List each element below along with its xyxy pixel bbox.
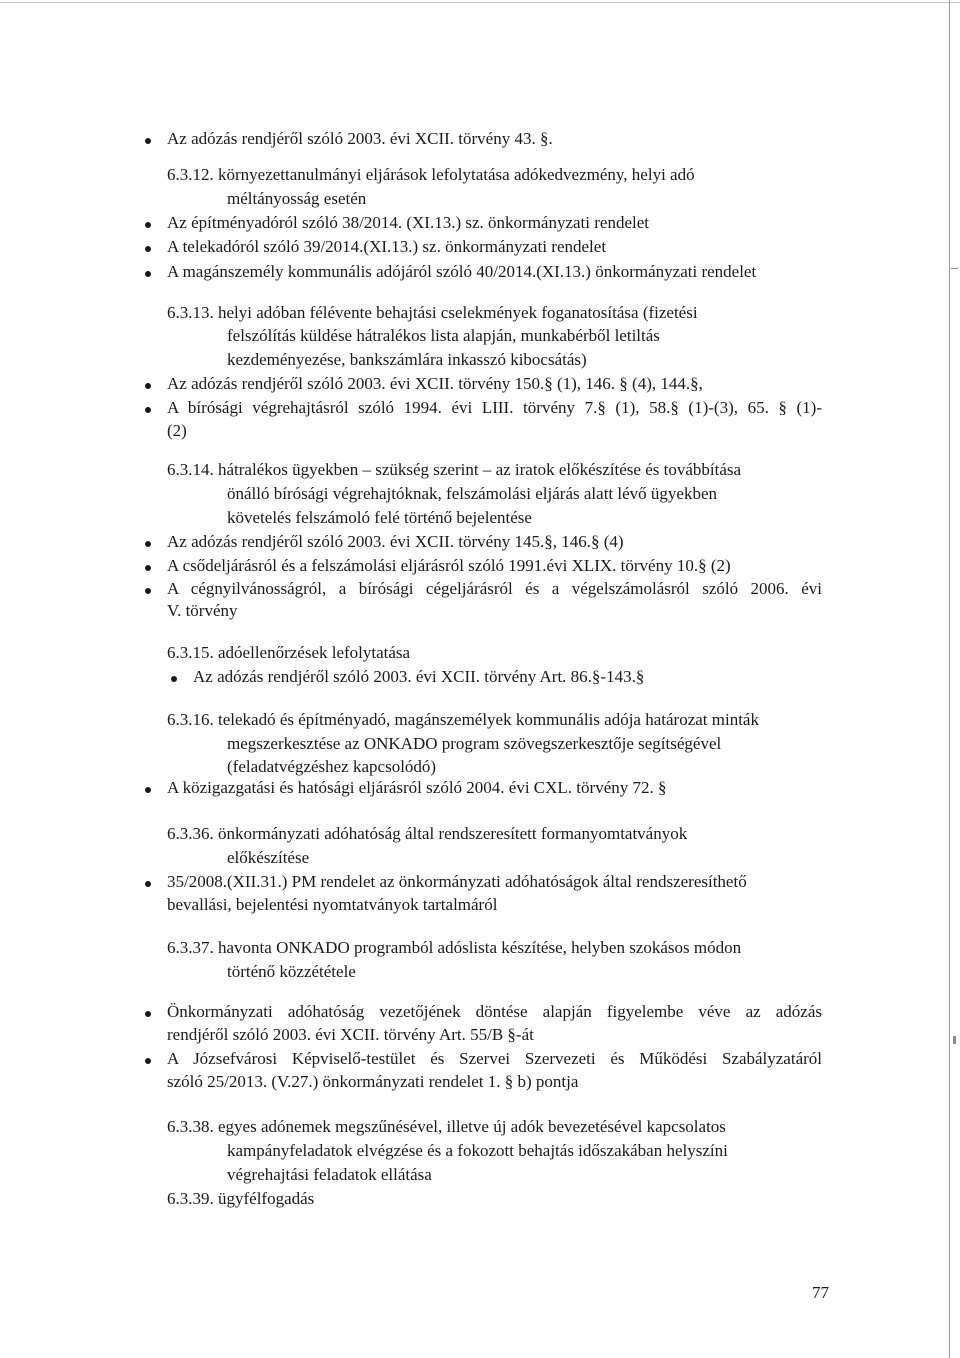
list-item: Az adózás rendjéről szóló 2003. évi XCII. törvény 150.§ (1), 146. § (4), 144.§, <box>167 374 703 393</box>
section-heading: 6.3.39. ügyfélfogadás <box>167 1189 315 1208</box>
bullet-dot <box>145 565 151 571</box>
section-heading-continued: méltányosság esetén <box>227 189 367 208</box>
list-item-continued: rendjéről szóló 2003. évi XCII. törvény Art. 55/B §-át <box>167 1025 534 1044</box>
section-heading: 6.3.36. önkormányzati adóhatóság által rendszeresített formanyomtatványok <box>167 824 688 843</box>
list-item-continued: szóló 25/2013. (V.27.) önkormányzati rendelet 1. § b) pontja <box>167 1072 579 1091</box>
bullet-dot <box>145 787 151 793</box>
section-heading: 6.3.13. helyi adóban félévente behajtási cselekmények foganatosítása (fizetési <box>167 303 698 322</box>
list-item: A közigazgatási és hatósági eljárásról szóló 2004. évi CXL. törvény 72. § <box>167 778 667 797</box>
list-item: A Józsefvárosi Képviselő-testület és Szervei Szervezeti és Működési Szabályzatáról <box>167 1049 822 1068</box>
list-item: Az építményadóról szóló 38/2014. (XI.13.) sz. önkormányzati rendelet <box>167 213 650 232</box>
section-heading-continued: megszerkesztése az ONKADO program szövegszerkesztője segítségével <box>227 734 722 753</box>
list-item: Az adózás rendjéről szóló 2003. évi XCII. törvény 145.§, 146.§ (4) <box>167 532 624 551</box>
section-heading-continued: önálló bírósági végrehajtóknak, felszámolási eljárás alatt lévő ügyekben <box>227 484 717 503</box>
section-heading-continued: követelés felszámoló felé történő bejelentése <box>227 508 532 527</box>
bullet-dot <box>145 383 151 389</box>
bullet-dot <box>145 588 151 594</box>
bullet-dot <box>145 271 151 277</box>
section-heading: 6.3.14. hátralékos ügyekben – szükség szerint – az iratok előkészítése és továbbítása <box>167 460 742 479</box>
list-item: A csődeljárásról és a felszámolási eljárásról szóló 1991.évi XLIX. törvény 10.§ (2) <box>167 556 731 575</box>
bullet-dot <box>171 676 177 682</box>
list-item: Az adózás rendjéről szóló 2003. évi XCII. törvény 43. §. <box>167 129 553 148</box>
bullet-dot <box>145 1058 151 1064</box>
section-heading: 6.3.38. egyes adónemek megszűnésével, illetve új adók bevezetésével kapcsolatos <box>167 1117 726 1136</box>
section-heading-continued: kezdeményezése, bankszámlára inkasszó kibocsátás) <box>227 350 587 369</box>
bullet-dot <box>145 222 151 228</box>
section-heading-continued: felszólítás küldése hátralékos lista alapján, munkabérből letiltás <box>227 326 660 345</box>
page-number: 77 <box>812 1283 829 1302</box>
section-heading-continued: történő közzététele <box>227 962 356 981</box>
section-heading: 6.3.15. adóellenőrzések lefolytatása <box>167 643 411 662</box>
list-item: 35/2008.(XII.31.) PM rendelet az önkormányzati adóhatóságok által rendszeresíthető <box>167 872 747 891</box>
list-item: A telekadóról szóló 39/2014.(XI.13.) sz. önkormányzati rendelet <box>167 237 607 256</box>
section-heading-continued: (feladatvégzéshez kapcsolódó) <box>227 757 437 776</box>
bullet-dot <box>145 407 151 413</box>
bullet-dot <box>145 138 151 144</box>
section-heading: 6.3.37. havonta ONKADO programból adóslista készítése, helyben szokásos módon <box>167 938 742 957</box>
list-item: A bírósági végrehajtásról szóló 1994. évi LIII. törvény 7.§ (1), 58.§ (1)-(3), 65. § (1)- <box>167 398 822 417</box>
section-heading: 6.3.12. környezettanulmányi eljárások lefolytatása adókedvezmény, helyi adó <box>167 165 695 184</box>
bullet-dot <box>145 246 151 252</box>
list-item: Önkormányzati adóhatóság vezetőjének döntése alapján figyelembe véve az adózás <box>167 1002 822 1021</box>
scan-top-edge <box>0 2 960 3</box>
list-item-continued: V. törvény <box>167 601 238 620</box>
section-heading: 6.3.16. telekadó és építményadó, magánszemélyek kommunális adója határozat minták <box>167 710 759 729</box>
scan-mark <box>953 1036 956 1044</box>
bullet-dot <box>145 1011 151 1017</box>
section-heading-continued: kampányfeladatok elvégzése és a fokozott behajtás időszakában helyszíni <box>227 1141 728 1160</box>
section-heading-continued: előkészítése <box>227 848 310 867</box>
scan-mark <box>951 268 958 269</box>
list-item: A magánszemély kommunális adójáról szóló 40/2014.(XI.13.) önkormányzati rendelet <box>167 262 757 281</box>
list-item: A cégnyilvánosságról, a bírósági cégeljárásról és a végelszámolásról szóló 2006. évi <box>167 579 822 598</box>
bullet-dot <box>145 881 151 887</box>
list-item: Az adózás rendjéről szóló 2003. évi XCII. törvény Art. 86.§-143.§ <box>193 667 645 686</box>
section-heading-continued: végrehajtási feladatok ellátása <box>227 1165 432 1184</box>
scan-right-edge <box>949 0 950 1358</box>
list-item-continued: bevallási, bejelentési nyomtatványok tartalmáról <box>167 895 498 914</box>
list-item-continued: (2) <box>167 421 187 440</box>
bullet-dot <box>145 541 151 547</box>
